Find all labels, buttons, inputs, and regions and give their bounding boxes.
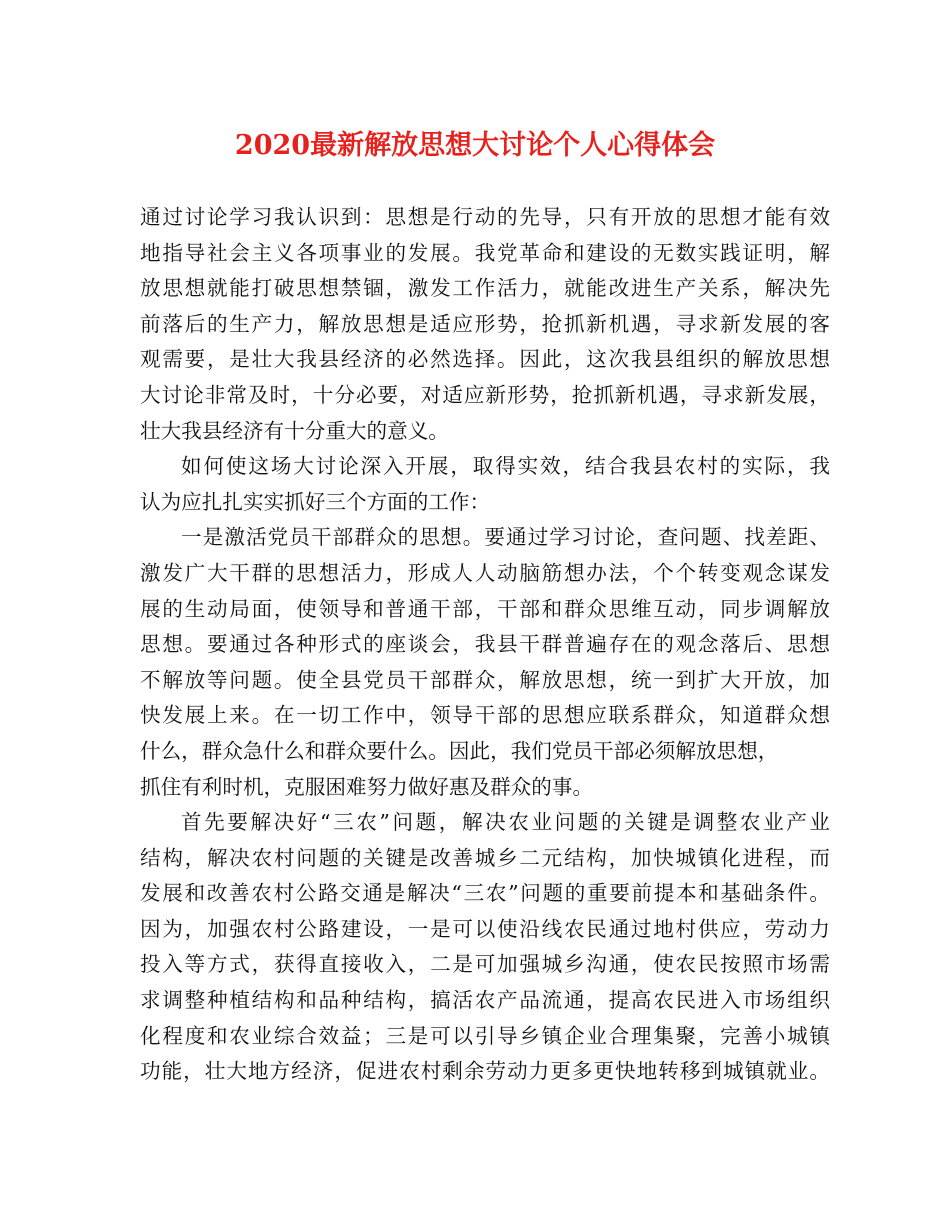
paragraph-line: 功能，壮大地方经济，促进农村剩余劳动力更多更快地转移到城镇就业。 [140,1059,830,1084]
paragraph-line: 一是激活党员干部群众的思想。要通过学习讨论，查问题、找差距、 [181,525,830,550]
paragraph-line: 认为应扎扎实实抓好三个方面的工作： [140,489,491,514]
paragraph-line: 什么，群众急什么和群众要什么。因此，我们党员干部必须解放思想， [140,738,779,763]
paragraph-line: 前落后的生产力，解放思想是适应形势，抢抓新机遇，寻求新发展的客 [140,311,830,336]
paragraph-line: 通过讨论学习我认识到：思想是行动的先导，只有开放的思想才能有效 [140,205,830,229]
paragraph-1 [140,200,830,449]
paragraph-line: 快发展上来。在一切工作中，领导干部的思想应联系群众，知道群众想 [140,703,830,728]
paragraph-4 [140,805,830,1090]
paragraph-line: 如何使这场大讨论深入开展，取得实效，结合我县农村的实际，我 [181,454,830,479]
paragraph-line: 抓住有利时机，克服困难努力做好惠及群众的事。 [140,774,594,799]
paragraph-line: 壮大我县经济有十分重大的意义。 [140,418,449,443]
paragraph-line: 化程度和农业综合效益；三是可以引导乡镇企业合理集聚，完善小城镇 [140,1023,830,1048]
paragraph-line: 不解放等问题。使全县党员干部群众，解放思想，统一到扩大开放，加 [140,667,830,692]
document-title: 2020最新解放思想大讨论个人心得体会 [234,130,716,161]
paragraph-line: 发展和改善农村公路交通是解决“三农”问题的重要前提本和基础条件。 [140,881,830,906]
paragraph-line: 投入等方式，获得直接收入，二是可加强城乡沟通，使农民按照市场需 [140,952,830,977]
paragraph-line: 地指导社会主义各项事业的发展。我党革命和建设的无数实践证明，解 [140,240,830,265]
document-body [140,200,830,1090]
paragraph-line: 结构，解决农村问题的关键是改善城乡二元结构，加快城镇化进程，而 [140,845,830,870]
paragraph-line: 因为，加强农村公路建设，一是可以使沿线农民通过地村供应，劳动力 [140,916,830,941]
paragraph-line: 首先要解决好“三农”问题，解决农业问题的关键是调整农业产业 [181,810,830,835]
paragraph-line: 思想。要通过各种形式的座谈会，我县干群普遍存在的观念落后、思想 [140,632,830,657]
paragraph-3 [140,520,830,805]
paragraph-line: 大讨论非常及时，十分必要，对适应新形势，抢抓新机遇，寻求新发展， [140,382,830,407]
paragraph-2 [140,449,830,520]
paragraph-line: 展的生动局面，使领导和普通干部，干部和群众思维互动，同步调解放 [140,596,830,621]
paragraph-line: 求调整种植结构和品种结构，搞活农产品流通，提高农民进入市场组织 [140,988,830,1013]
paragraph-line: 激发广大干群的思想活力，形成人人动脑筋想办法，个个转变观念谋发 [140,560,830,585]
paragraph-line: 放思想就能打破思想禁锢，激发工作活力，就能改进生产关系，解决先 [140,276,830,301]
paragraph-line: 观需要，是壮大我县经济的必然选择。因此，这次我县组织的解放思想 [140,347,830,372]
